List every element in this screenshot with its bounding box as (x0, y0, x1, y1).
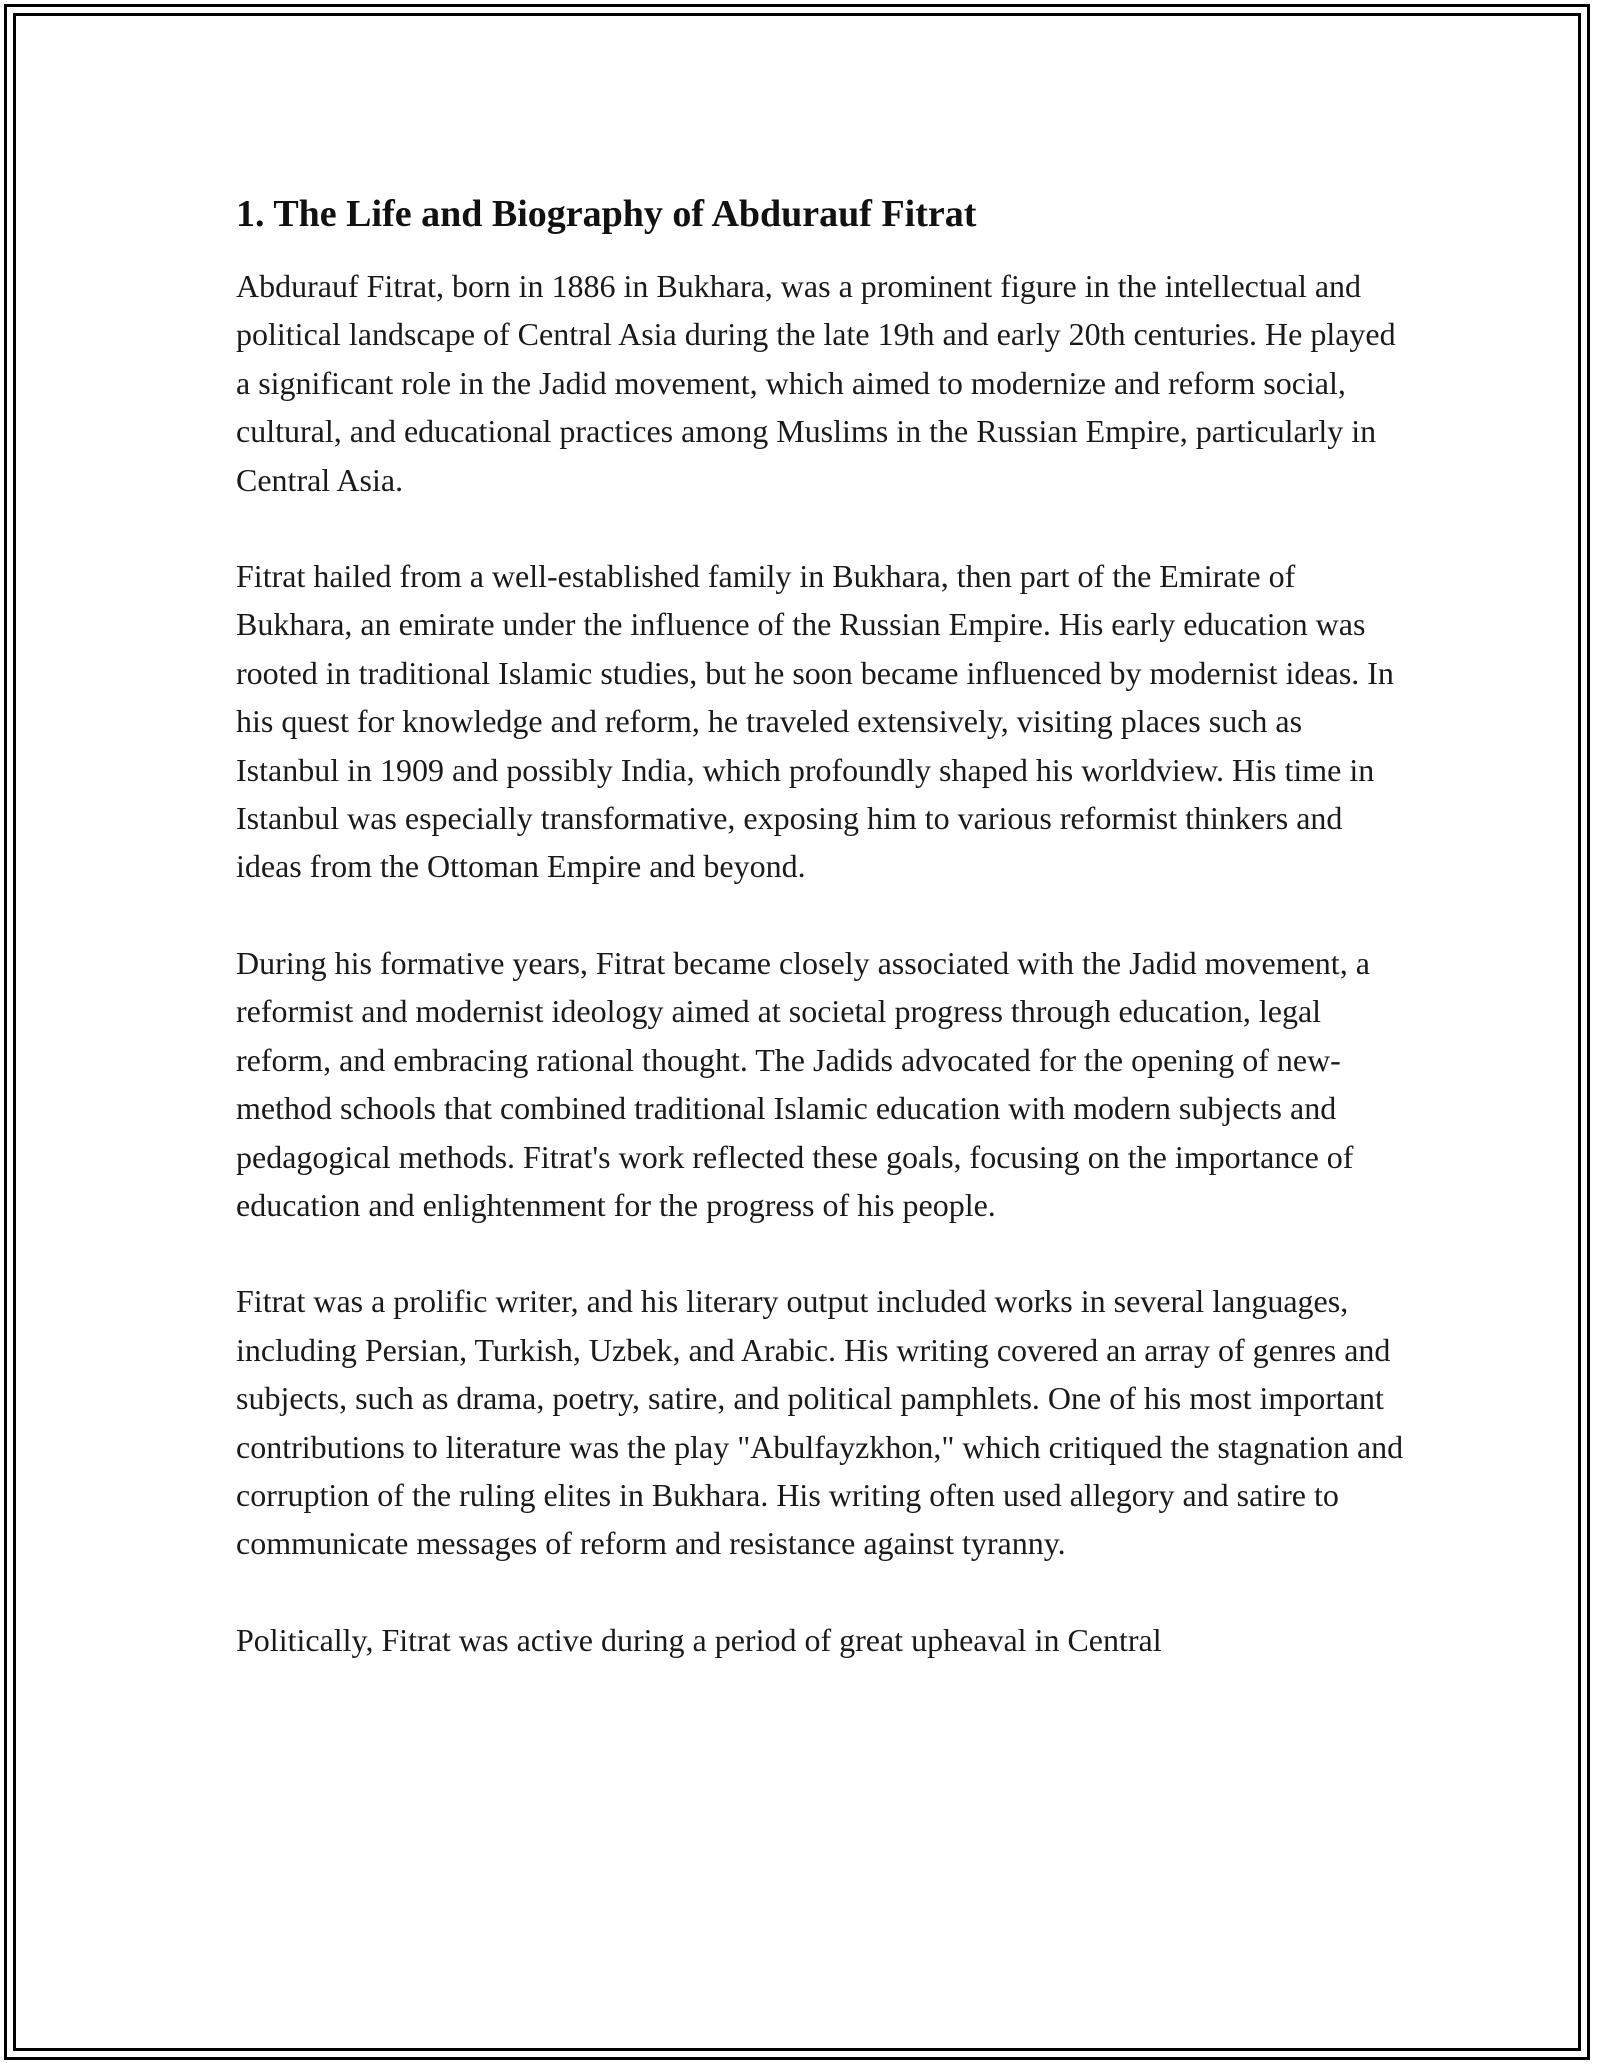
section-heading: 1. The Life and Biography of Abdurauf Fitrat (236, 193, 977, 235)
paragraph-political: Politically, Fitrat was active during a period of great upheaval in Central (236, 1621, 1162, 1658)
paragraph-literary-work: Fitrat was a prolific writer, and his literary output included works in several languages, including Persian, Turkish, Uzbek, and Arabic. His writing covered an array of genres and subjects, such as drama, poetry, satire, and political pamphlets. One of his most important contributions to literature was the play "Abulfayzkhon," which critiqued the stagnation and corruption of the ruling elites in Bukhara. His writing often used allegory and satire to communicate messages of reform and resistance against tyranny. (236, 1283, 1404, 1562)
paragraph-early-life: Fitrat hailed from a well-established family in Bukhara, then part of the Emirate of Bukhara, an emirate under the influence of the Russian Empire. His early education was rooted in traditional Islamic studies, but he soon became influenced by modernist ideas. In his quest for knowledge and reform, he traveled extensively, visiting places such as Istanbul in 1909 and possibly India, which profoundly shaped his worldview. His time in Istanbul was especially transformative, exposing him to various reformist thinkers and ideas from the Ottoman Empire and beyond. (236, 558, 1394, 885)
document-body (236, 188, 1406, 1664)
paragraph-intro: Abdurauf Fitrat, born in 1886 in Bukhara, was a prominent figure in the intellectual and political landscape of Central Asia during the late 19th and early 20th centuries. He played a significant role in the Jadid movement, which aimed to modernize and reform social, cultural, and educational practices among Muslims in the Russian Empire, particularly in Central Asia. (236, 268, 1396, 498)
paragraph-jadid-movement: During his formative years, Fitrat became closely associated with the Jadid movement, a reformist and modernist ideology aimed at societal progress through education, legal reform, and embracing rational thought. The Jadids advocated for the opening of new-method schools that combined traditional Islamic education with modern subjects and pedagogical methods. Fitrat's work reflected these goals, focusing on the importance of education and enlightenment for the progress of his people. (236, 944, 1370, 1223)
